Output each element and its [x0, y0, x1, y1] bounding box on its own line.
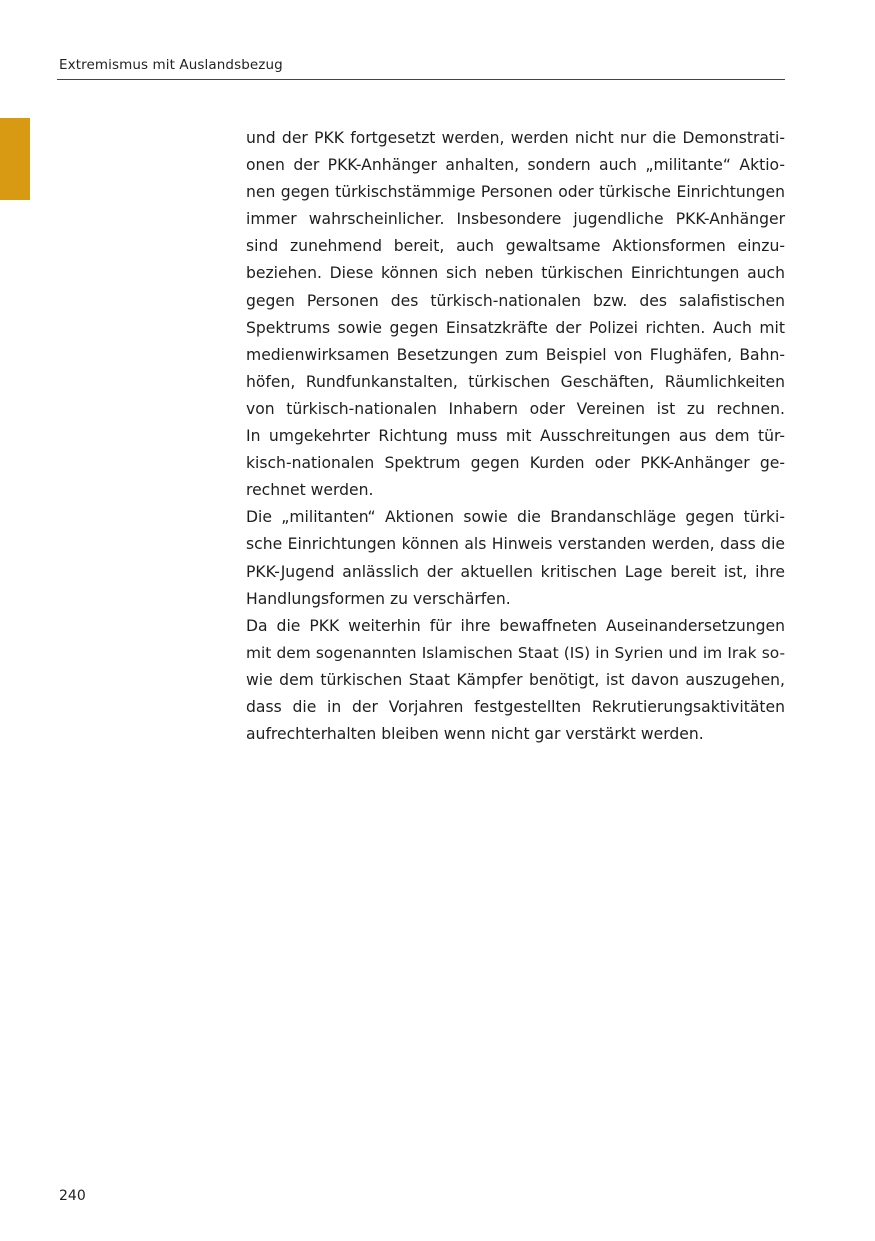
running-header: Extremismus mit Auslandsbezug — [59, 57, 283, 73]
text-line: PKK-Jugend anlässlich der aktuellen kritischen Lage bereit ist, ihre — [246, 562, 785, 581]
chapter-accent-bar — [0, 118, 30, 200]
text-line: onen der PKK-Anhänger anhalten, sondern auch „militante“ Aktio- — [246, 156, 785, 175]
text-line: sche Einrichtungen können als Hinweis verstanden werden, dass die — [246, 535, 785, 554]
text-line: und der PKK fortgesetzt werden, werden nicht nur die Demonstrati- — [246, 129, 785, 147]
text-line: aufrechterhalten bleiben wenn nicht gar verstärkt werden. — [246, 725, 704, 744]
text-line: In umgekehrter Richtung muss mit Ausschreitungen aus dem tür- — [246, 427, 785, 446]
text-line: Handlungsformen zu verschärfen. — [246, 589, 511, 608]
text-line: Spektrums sowie gegen Einsatzkräfte der Polizei richten. Auch mit — [246, 318, 785, 337]
text-line: sind zunehmend bereit, auch gewaltsame Aktionsformen einzu- — [246, 237, 785, 256]
text-line: nen gegen türkischstämmige Personen oder türkische Einrichtungen — [246, 183, 785, 202]
text-line: beziehen. Diese können sich neben türkischen Einrichtungen auch — [246, 264, 785, 283]
text-line: mit dem sogenannten Islamischen Staat (IS) in Syrien und im Irak so- — [246, 643, 785, 662]
text-line: immer wahrscheinlicher. Insbesondere jugendliche PKK-Anhänger — [246, 210, 785, 229]
text-line: kisch-nationalen Spektrum gegen Kurden oder PKK-Anhänger ge- — [246, 454, 785, 473]
page-number: 240 — [59, 1188, 86, 1204]
text-line: dass die in der Vorjahren festgestellten Rekrutierungsaktivitäten — [246, 697, 785, 716]
text-line: Da die PKK weiterhin für ihre bewaffneten Auseinandersetzungen — [246, 616, 785, 635]
text-line: von türkisch-nationalen Inhabern oder Vereinen ist zu rechnen. — [246, 399, 785, 418]
text-line: Die „militanten“ Aktionen sowie die Brandanschläge gegen türki- — [246, 508, 785, 527]
text-line: höfen, Rundfunkanstalten, türkischen Geschäften, Räumlichkeiten — [246, 372, 785, 391]
text-line: rechnet werden. — [246, 481, 374, 500]
text-line: gegen Personen des türkisch-nationalen bzw. des salafistischen — [246, 291, 785, 310]
header-rule — [57, 79, 785, 80]
paragraph-1 — [246, 125, 785, 504]
body-text — [246, 125, 785, 748]
text-line: wie dem türkischen Staat Kämpfer benötigt, ist davon auszugehen, — [246, 670, 785, 689]
text-line: medienwirksamen Besetzungen zum Beispiel von Flughäfen, Bahn- — [246, 345, 785, 364]
paragraph-3 — [246, 613, 785, 748]
paragraph-2 — [246, 504, 785, 612]
